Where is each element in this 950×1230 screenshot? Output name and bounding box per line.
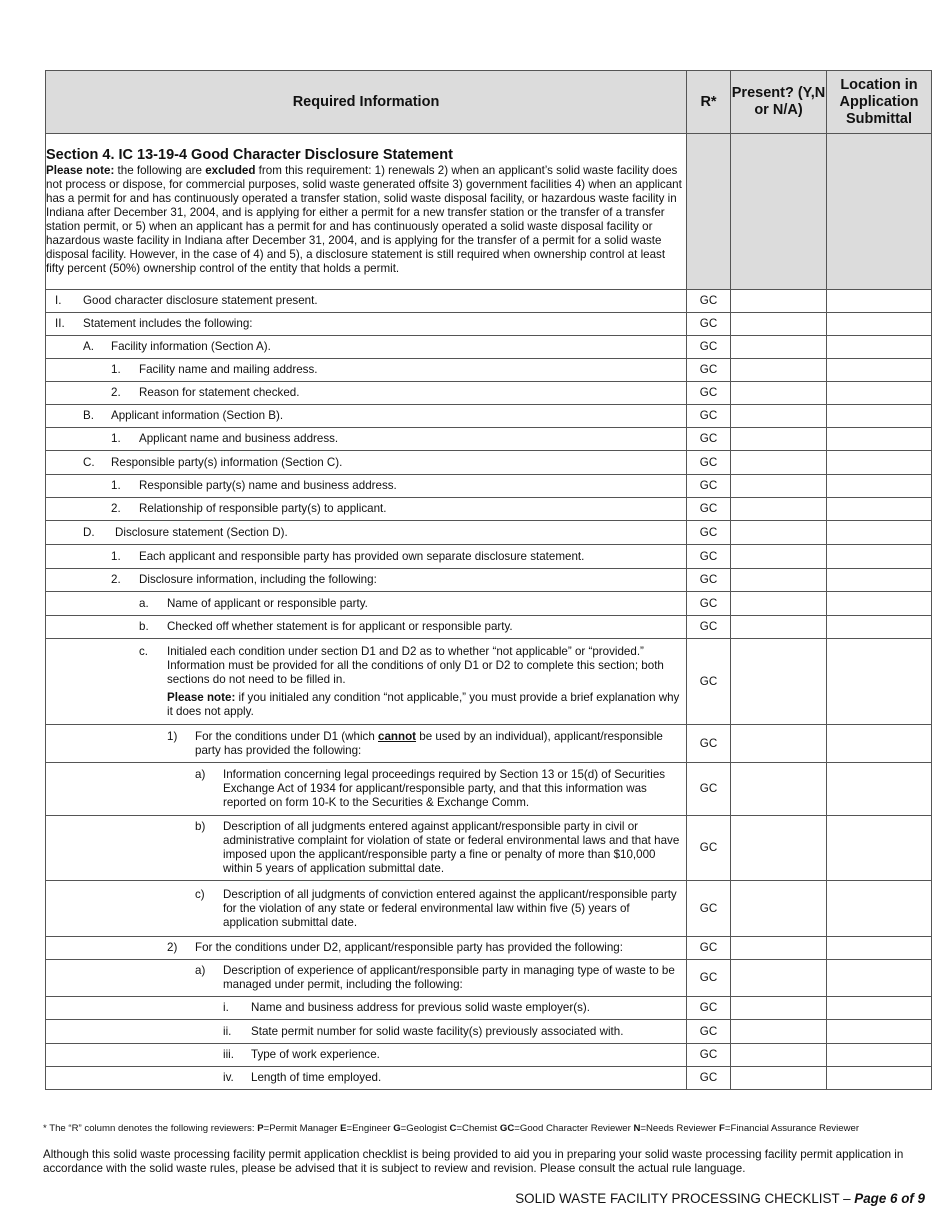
requirement-cell	[46, 521, 687, 545]
requirement-cell	[46, 1044, 687, 1067]
footnote-intro: * The “R” column denotes the following reviewers:	[43, 1123, 258, 1134]
item-text-main: Facility information (Section A).	[111, 340, 271, 353]
header-required-information: Required Information	[46, 71, 687, 134]
item-label: 2.	[111, 573, 121, 586]
reviewer-code: GC	[687, 451, 731, 475]
section-note-excluded: excluded	[205, 164, 256, 177]
reviewer-code: GC	[687, 405, 731, 428]
item-text-main: Disclosure statement (Section D).	[115, 525, 288, 539]
item-text-main: For the conditions under D2, applicant/responsible party has provided the following:	[195, 941, 623, 954]
requirement-cell	[46, 997, 687, 1020]
location-cell[interactable]	[827, 639, 932, 725]
location-cell[interactable]	[827, 405, 932, 428]
present-cell[interactable]	[731, 313, 827, 336]
reviewer-code: GC	[687, 313, 731, 336]
reviewer-code: GC	[687, 521, 731, 545]
requirement-item	[46, 336, 686, 358]
checklist-row	[46, 725, 932, 763]
requirement-item	[46, 641, 686, 723]
requirement-item	[46, 616, 686, 638]
present-cell[interactable]	[731, 763, 827, 816]
item-note-text: if you initialed any condition “not applicable,” you must provide a brief explanation why it does not apply.	[167, 690, 680, 718]
item-label: a.	[139, 596, 149, 610]
item-text	[251, 1071, 680, 1085]
checklist-row	[46, 997, 932, 1020]
item-label: D.	[83, 525, 95, 539]
location-cell[interactable]	[827, 1067, 932, 1090]
requirement-item	[46, 498, 686, 520]
item-text	[195, 941, 680, 955]
item-text	[139, 386, 680, 400]
requirement-item	[46, 726, 686, 762]
item-text-main: Reason for statement checked.	[139, 386, 300, 399]
item-text	[223, 888, 680, 930]
reviewer-key-code: N	[633, 1123, 641, 1134]
item-text-main: Responsible party(s) information (Section C).	[111, 455, 343, 469]
location-cell[interactable]	[827, 545, 932, 569]
item-text	[139, 363, 680, 377]
present-cell[interactable]	[731, 960, 827, 997]
present-cell[interactable]	[731, 428, 827, 451]
requirement-cell	[46, 592, 687, 616]
reviewer-code: GC	[687, 359, 731, 382]
reviewer-key-code: GC	[499, 1123, 515, 1134]
requirement-cell	[46, 498, 687, 521]
requirement-cell	[46, 725, 687, 763]
checklist-row	[46, 592, 932, 616]
section-row	[46, 134, 932, 290]
item-text	[115, 526, 680, 540]
checklist-row	[46, 475, 932, 498]
requirement-item	[46, 475, 686, 497]
checklist-row	[46, 428, 932, 451]
item-text	[83, 294, 680, 308]
reviewer-code: GC	[687, 382, 731, 405]
disclaimer: Although this solid waste processing facility permit application checklist is being provided to aid you in preparing your solid waste processing facility permit application in accordance with the solid waste rules, please be advised that it is subject to review and revision. Please consult the actual rule language.	[43, 1148, 904, 1175]
location-cell[interactable]	[827, 428, 932, 451]
item-text-main: Disclosure information, including the following:	[139, 573, 377, 586]
reviewer-code: GC	[687, 290, 731, 313]
item-label: 1.	[111, 432, 121, 445]
item-text	[83, 317, 680, 331]
requirement-item	[46, 1067, 686, 1089]
item-text-main: Each applicant and responsible party has provided own separate disclosure statement.	[139, 549, 585, 563]
item-text	[167, 620, 680, 634]
item-label: 2)	[167, 941, 178, 954]
requirement-item	[46, 546, 686, 568]
requirement-item	[46, 359, 686, 381]
section-reviewer-cell	[687, 134, 731, 290]
checklist-row	[46, 545, 932, 569]
item-text	[139, 479, 680, 493]
location-cell[interactable]	[827, 451, 932, 475]
reviewer-code: GC	[687, 639, 731, 725]
reviewer-key-code: G	[393, 1123, 401, 1134]
location-cell[interactable]	[827, 521, 932, 545]
checklist-row	[46, 569, 932, 592]
requirement-item	[46, 816, 686, 880]
requirement-cell	[46, 545, 687, 569]
present-cell[interactable]	[731, 336, 827, 359]
reviewer-key-code: E	[340, 1123, 347, 1134]
item-text-main: Relationship of responsible party(s) to applicant.	[139, 502, 387, 515]
item-text	[223, 820, 680, 876]
requirement-item	[46, 593, 686, 615]
header-row	[46, 71, 932, 134]
checklist-row	[46, 451, 932, 475]
requirement-cell	[46, 428, 687, 451]
checklist-row	[46, 639, 932, 725]
checklist-row	[46, 816, 932, 881]
item-label: 2.	[111, 502, 121, 515]
item-note-label: Please note:	[167, 690, 236, 704]
page-footer	[515, 1191, 925, 1207]
page-number: Page 6 of 9	[854, 1191, 925, 1206]
reviewer-key-desc: =Engineer	[346, 1123, 394, 1134]
reviewer-code: GC	[687, 763, 731, 816]
requirement-cell	[46, 1067, 687, 1090]
reviewer-code: GC	[687, 336, 731, 359]
item-text	[111, 409, 680, 423]
reviewer-code: GC	[687, 1020, 731, 1044]
item-text-main: Type of work experience.	[251, 1048, 380, 1061]
item-note	[167, 691, 680, 719]
requirement-cell	[46, 960, 687, 997]
item-text-main: Facility name and mailing address.	[139, 363, 318, 376]
location-cell[interactable]	[827, 816, 932, 881]
present-cell[interactable]	[731, 451, 827, 475]
reviewer-code: GC	[687, 960, 731, 997]
checklist-row	[46, 290, 932, 313]
item-label: II.	[55, 317, 65, 330]
item-label: A.	[83, 340, 94, 353]
item-text-main: Description of all judgments entered against applicant/responsible party in civil or administrative complaint for violation of state or federal environmental laws and that have imposed upon the applicant/responsible party a fine or penalty of more than $10,000 within 5 years of application submittal date.	[223, 820, 680, 875]
present-cell[interactable]	[731, 1067, 827, 1090]
item-text-main: State permit number for solid waste facility(s) previously associated with.	[251, 1024, 624, 1038]
present-cell[interactable]	[731, 997, 827, 1020]
item-text-main: Description of experience of applicant/responsible party in managing type of waste to be managed under permit, including the following:	[223, 964, 675, 991]
location-cell[interactable]	[827, 763, 932, 816]
checklist-row	[46, 1044, 932, 1067]
requirement-cell	[46, 475, 687, 498]
section-title: Section 4. IC 13-19-4 Good Character Disclosure Statement	[46, 147, 453, 163]
present-cell[interactable]	[731, 382, 827, 405]
location-cell[interactable]	[827, 937, 932, 960]
footer-title: SOLID WASTE FACILITY PROCESSING CHECKLIST –	[515, 1191, 855, 1206]
item-label: a)	[195, 768, 206, 781]
item-text-main: Name of applicant or responsible party.	[167, 596, 368, 610]
item-text-main: Initialed each condition under section D1 and D2 as to whether “not applicable” or “provided.” Information must be provided for all the conditions of only D1 or D2 to complete this section; both sections do not need to be filled in.	[167, 644, 664, 686]
location-cell[interactable]	[827, 592, 932, 616]
checklist-row	[46, 498, 932, 521]
reviewer-key-code: P	[257, 1123, 264, 1134]
section-location-cell	[827, 134, 932, 290]
item-label: ii.	[223, 1024, 232, 1038]
checklist-row	[46, 763, 932, 816]
requirement-cell	[46, 359, 687, 382]
requirement-cell	[46, 816, 687, 881]
reviewer-code: GC	[687, 937, 731, 960]
requirement-item	[46, 452, 686, 474]
section-present-cell	[731, 134, 827, 290]
checklist-row	[46, 336, 932, 359]
item-text-main: Statement includes the following:	[83, 317, 253, 330]
reviewer-key-desc: =Geologist	[400, 1123, 450, 1134]
reviewer-code: GC	[687, 881, 731, 937]
item-label: c)	[195, 887, 205, 901]
item-text	[251, 1048, 680, 1062]
present-cell[interactable]	[731, 1044, 827, 1067]
reviewer-code: GC	[687, 616, 731, 639]
requirement-item	[46, 1021, 686, 1043]
requirement-item	[46, 522, 686, 544]
present-cell[interactable]	[731, 290, 827, 313]
location-cell[interactable]	[827, 336, 932, 359]
checklist-row	[46, 960, 932, 997]
item-text	[223, 964, 680, 992]
requirement-item	[46, 997, 686, 1019]
reviewer-key-desc: =Good Character Reviewer	[514, 1123, 634, 1134]
location-cell[interactable]	[827, 569, 932, 592]
item-text-main: Good character disclosure statement present.	[83, 294, 318, 307]
requirement-cell	[46, 616, 687, 639]
reviewer-code: GC	[687, 816, 731, 881]
location-cell[interactable]	[827, 1020, 932, 1044]
reviewer-code: GC	[687, 725, 731, 763]
reviewer-code: GC	[687, 545, 731, 569]
item-label: b.	[139, 620, 149, 633]
footnote-keys	[257, 1123, 859, 1134]
reviewer-code: GC	[687, 428, 731, 451]
item-text	[251, 1001, 680, 1015]
present-cell[interactable]	[731, 639, 827, 725]
present-cell[interactable]	[731, 475, 827, 498]
item-label: C.	[83, 455, 95, 469]
reviewer-key-desc: =Needs Reviewer	[640, 1123, 720, 1134]
item-text-part: For the conditions under D1 (which	[195, 729, 379, 743]
header-location: Location in Application Submittal	[827, 71, 932, 134]
item-text	[195, 730, 680, 758]
location-cell[interactable]	[827, 960, 932, 997]
present-cell[interactable]	[731, 816, 827, 881]
checklist-row	[46, 405, 932, 428]
requirement-item	[46, 290, 686, 312]
requirement-cell	[46, 1020, 687, 1044]
section-note-label: Please note:	[46, 164, 115, 177]
present-cell[interactable]	[731, 881, 827, 937]
header-reviewer: R*	[687, 71, 731, 134]
present-cell[interactable]	[731, 545, 827, 569]
reviewer-code: GC	[687, 475, 731, 498]
requirement-cell	[46, 405, 687, 428]
checklist-row	[46, 881, 932, 937]
present-cell[interactable]	[731, 405, 827, 428]
requirement-cell	[46, 451, 687, 475]
requirement-item	[46, 405, 686, 427]
checklist-row	[46, 616, 932, 639]
reviewer-key-desc: =Financial Assurance Reviewer	[724, 1123, 860, 1134]
item-text	[251, 1025, 680, 1039]
item-text-main: Description of all judgments of conviction entered against the applicant/responsible party for the violation of any state or federal environmental law within five (5) years of application submittal date.	[223, 887, 677, 929]
requirement-cell	[46, 290, 687, 313]
present-cell[interactable]	[731, 1020, 827, 1044]
item-text	[139, 502, 680, 516]
item-text-main: Information concerning legal proceedings required by Section 13 or 15(d) of Securities Exchange Act of 1934 for applicant/responsible party, and that this information was reported on form 10-K to the Securities & Exchange Comm.	[223, 768, 666, 809]
item-text	[139, 550, 680, 564]
requirement-item	[46, 960, 686, 996]
reviewer-key-desc: =Chemist	[456, 1123, 500, 1134]
present-cell[interactable]	[731, 725, 827, 763]
checklist-row	[46, 359, 932, 382]
item-label: 1.	[111, 479, 121, 492]
section-note	[46, 164, 686, 276]
reviewer-code: GC	[687, 592, 731, 616]
checklist-row	[46, 1067, 932, 1090]
requirement-item	[46, 1044, 686, 1066]
item-text-main: Applicant information (Section B).	[111, 409, 284, 422]
requirement-cell	[46, 937, 687, 960]
item-text	[223, 768, 680, 810]
requirement-cell	[46, 336, 687, 359]
item-label: b)	[195, 820, 206, 833]
location-cell[interactable]	[827, 359, 932, 382]
reviewer-code: GC	[687, 1044, 731, 1067]
reviewer-footnote	[43, 1123, 923, 1135]
location-cell[interactable]	[827, 290, 932, 313]
item-label: a)	[195, 964, 206, 977]
item-text	[167, 597, 680, 611]
requirement-item	[46, 569, 686, 591]
item-text-main: Checked off whether statement is for applicant or responsible party.	[167, 620, 513, 633]
location-cell[interactable]	[827, 313, 932, 336]
item-label: iii.	[223, 1048, 234, 1061]
reviewer-code: GC	[687, 569, 731, 592]
checklist-row	[46, 382, 932, 405]
checklist-row	[46, 521, 932, 545]
present-cell[interactable]	[731, 498, 827, 521]
item-label: I.	[55, 294, 62, 307]
location-cell[interactable]	[827, 881, 932, 937]
item-text	[139, 432, 680, 446]
requirement-cell	[46, 763, 687, 816]
location-cell[interactable]	[827, 498, 932, 521]
present-cell[interactable]	[731, 592, 827, 616]
present-cell[interactable]	[731, 616, 827, 639]
item-label: c.	[139, 644, 149, 658]
checklist-row	[46, 1020, 932, 1044]
present-cell[interactable]	[731, 521, 827, 545]
present-cell[interactable]	[731, 359, 827, 382]
present-cell[interactable]	[731, 569, 827, 592]
requirement-item	[46, 937, 686, 959]
reviewer-code: GC	[687, 1067, 731, 1090]
item-text	[111, 456, 680, 470]
section-note-text-2: from this requirement: 1) renewals 2) when an applicant’s solid waste facility does not process or dispose, for commercial purposes, solid waste generated offsite 3) government facilities 4) when an applicant has a permit for and has continuously operated a transfer station, solid waste disposal facility, or hazardous waste facility in Indiana after December 31, 2004, and is applying for either a permit for a new transfer station or the transfer of a transfer station permit, or 5) when an applicant has a permit for and has continuously operated a solid waste disposal facility or hazardous waste facility in Indiana after December 31, 2004, and is applying for the transfer of a permit for a solid waste disposal facility. However, in the case of 4) and 5), a disclosure statement is still required when ownership control at least fifty percent (50%) ownership control of the entity that holds a permit.	[46, 164, 682, 275]
item-text	[139, 573, 680, 587]
location-cell[interactable]	[827, 616, 932, 639]
requirement-item	[46, 428, 686, 450]
item-text	[111, 340, 680, 354]
checklist-row	[46, 313, 932, 336]
location-cell[interactable]	[827, 382, 932, 405]
requirement-item	[46, 313, 686, 335]
requirement-cell	[46, 569, 687, 592]
requirement-item	[46, 382, 686, 404]
location-cell[interactable]	[827, 475, 932, 498]
reviewer-key-code: C	[449, 1123, 457, 1134]
checklist-row	[46, 937, 932, 960]
item-label: 2.	[111, 386, 121, 399]
requirement-cell	[46, 382, 687, 405]
location-cell[interactable]	[827, 725, 932, 763]
item-text-main: Applicant name and business address.	[139, 432, 339, 445]
item-text-main: Length of time employed.	[251, 1071, 382, 1084]
header-present: Present? (Y,N or N/A)	[731, 71, 827, 134]
requirement-cell	[46, 313, 687, 336]
item-text-main: Responsible party(s) name and business address.	[139, 479, 397, 492]
item-text	[167, 645, 680, 719]
location-cell[interactable]	[827, 1044, 932, 1067]
item-label: i.	[223, 1001, 229, 1014]
section-description	[46, 134, 687, 290]
present-cell[interactable]	[731, 937, 827, 960]
item-text-main: Name and business address for previous solid waste employer(s).	[251, 1001, 590, 1014]
reviewer-code: GC	[687, 997, 731, 1020]
reviewer-key-code: F	[719, 1123, 725, 1134]
item-label: 1.	[111, 363, 121, 376]
section-note-text-1: the following are	[114, 164, 206, 177]
location-cell[interactable]	[827, 997, 932, 1020]
item-label: 1.	[111, 549, 121, 563]
item-label: B.	[83, 409, 94, 422]
requirement-cell	[46, 639, 687, 725]
reviewer-key-desc: =Permit Manager	[263, 1123, 341, 1134]
item-text-emphasis: cannot	[378, 729, 417, 743]
requirement-item	[46, 764, 686, 814]
item-label: iv.	[223, 1071, 234, 1084]
reviewer-code: GC	[687, 498, 731, 521]
item-label: 1)	[167, 729, 178, 743]
requirement-item	[46, 884, 686, 934]
requirement-cell	[46, 881, 687, 937]
item-text-part: be used by an individual), applicant/responsible party has provided the following:	[195, 729, 663, 757]
checklist-table	[45, 70, 932, 1090]
